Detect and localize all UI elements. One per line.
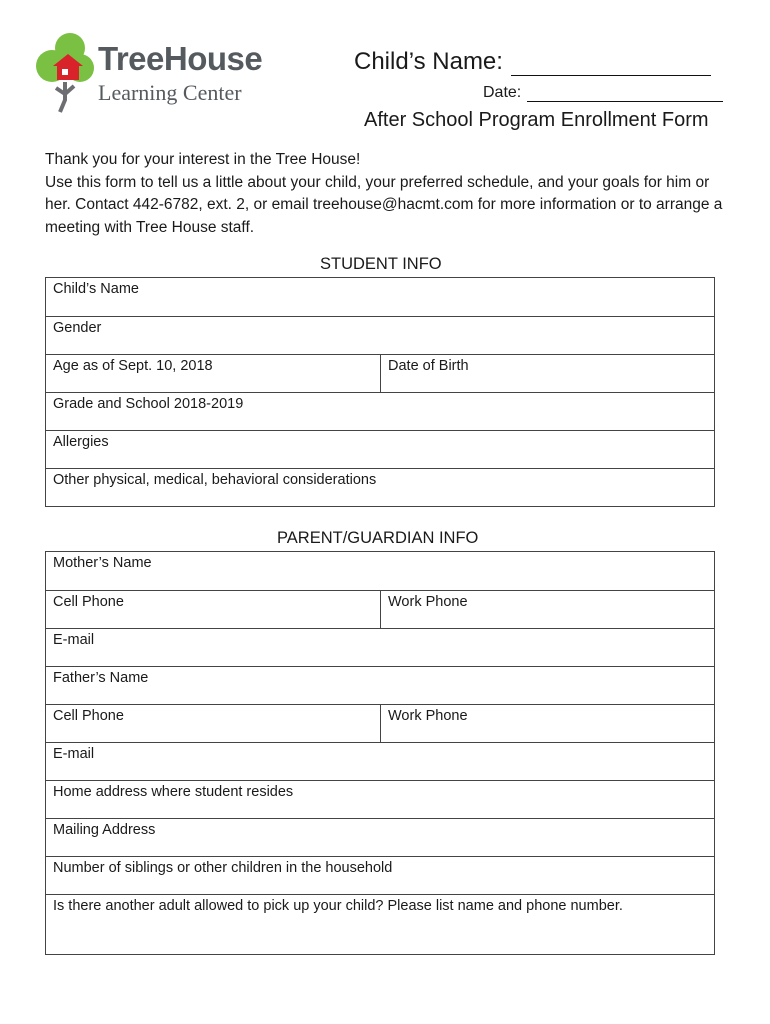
table-row [46, 552, 714, 590]
table-row [46, 856, 714, 894]
table-row [46, 894, 714, 954]
father-work-phone-field[interactable]: Work Phone [388, 708, 468, 724]
mother-cell-phone-field[interactable]: Cell Phone [46, 591, 381, 628]
date-blank[interactable] [527, 87, 723, 102]
father-cell-phone-field[interactable]: Cell Phone [46, 705, 381, 742]
table-row [46, 666, 714, 704]
treehouse-logo [34, 28, 264, 118]
student-info-table [45, 277, 715, 507]
date-of-birth-field[interactable]: Date of Birth [388, 358, 469, 374]
gender-field[interactable]: Gender [53, 320, 102, 336]
grade-school-field[interactable]: Grade and School 2018-2019 [53, 396, 244, 412]
date-label: Date: [483, 84, 522, 101]
father-name-field[interactable]: Father’s Name [53, 670, 149, 686]
tree-house-icon [34, 28, 98, 118]
child-name-header [354, 48, 711, 76]
mother-email-field[interactable]: E-mail [53, 632, 95, 648]
child-name-blank[interactable] [511, 53, 711, 76]
intro-text [45, 149, 735, 239]
parent-info-table [45, 551, 715, 955]
home-address-field[interactable]: Home address where student resides [53, 784, 294, 800]
mailing-address-field[interactable]: Mailing Address [53, 822, 156, 838]
table-row [46, 354, 714, 392]
table-row [46, 704, 714, 742]
intro-line-2: Use this form to tell us a little about your child, your preferred schedule, and your goals for him or her. Contact 442-6782, ext. 2, or email treehouse@hacmt.com for more information or to arrange a meeting with Tree House staff. [45, 173, 723, 236]
pickup-adult-field[interactable]: Is there another adult allowed to pick up your child? Please list name and phone number. [53, 898, 623, 914]
date-header [483, 84, 723, 102]
table-row [46, 468, 714, 506]
table-row [46, 818, 714, 856]
form-title: After School Program Enrollment Form [364, 109, 709, 131]
child-name-label: Child’s Name: [354, 48, 503, 75]
parent-info-title: PARENT/GUARDIAN INFO [277, 529, 479, 547]
table-row [46, 316, 714, 354]
child-name-field[interactable]: Child’s Name [53, 281, 139, 297]
logo-wordmark: TreeHouse [98, 40, 263, 77]
logo-subtitle: Learning Center [98, 80, 242, 105]
table-row [46, 780, 714, 818]
table-row [46, 392, 714, 430]
table-row [46, 742, 714, 780]
mother-name-field[interactable]: Mother’s Name [53, 555, 152, 571]
table-row [46, 278, 714, 316]
table-row [46, 628, 714, 666]
student-info-title: STUDENT INFO [320, 255, 442, 273]
allergies-field[interactable]: Allergies [53, 434, 109, 450]
mother-work-phone-field[interactable]: Work Phone [388, 594, 468, 610]
father-email-field[interactable]: E-mail [53, 746, 95, 762]
other-considerations-field[interactable]: Other physical, medical, behavioral considerations [53, 472, 377, 488]
siblings-field[interactable]: Number of siblings or other children in the household [53, 860, 393, 876]
table-row [46, 430, 714, 468]
table-row [46, 590, 714, 628]
intro-line-1: Thank you for your interest in the Tree House! [45, 151, 361, 168]
age-field[interactable]: Age as of Sept. 10, 2018 [46, 355, 381, 392]
